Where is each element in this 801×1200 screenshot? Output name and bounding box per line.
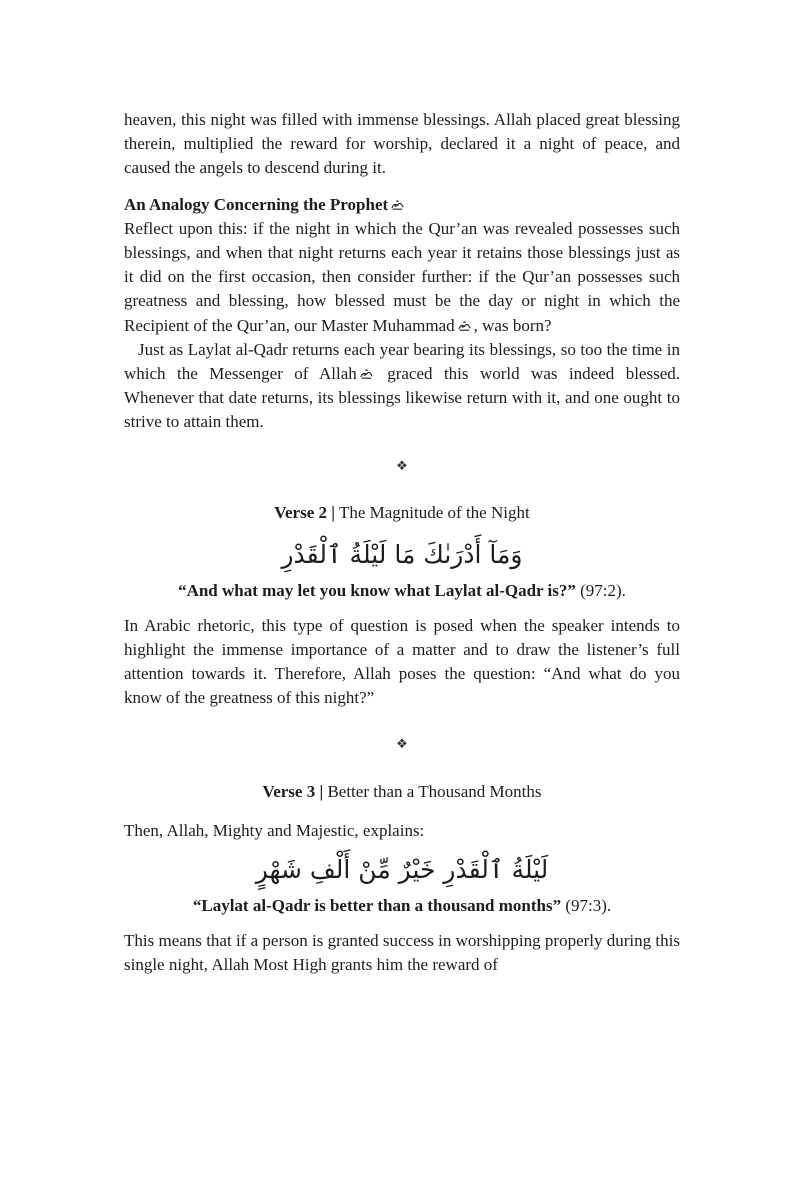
verse-2-heading	[124, 501, 680, 525]
paragraph-laylat-text-a: Just as Laylat al-Qadr returns each year bearing its blessings, so too the time in which the Messenger of Allah	[124, 339, 680, 384]
ornament-divider-icon: ❖	[396, 458, 408, 474]
paragraph-then-allah: Then, Allah, Mighty and Majestic, explains:	[124, 821, 425, 841]
paragraph-laylat-text-b: graced this world was indeed blessed. Whenever that date returns, its blessings likewise return with it, and one ought to strive to attain them.	[124, 364, 680, 432]
verse-3-title: Better than a Thousand Months	[327, 782, 542, 802]
paragraph-meaning: This means that if a person is granted success in worshipping properly during this single night, Allah Most High grants him the reward of	[124, 930, 680, 974]
verse-3-arabic: لَيْلَةُ ٱلْقَدْرِ خَيْرٌ مِّنْ أَلْفِ شَهْرٍ	[255, 854, 549, 884]
salawat-calligraphy-icon	[359, 366, 374, 381]
verse-2-label: Verse 2	[274, 502, 327, 522]
verse-2-arabic: وَمَآ أَدْرَىٰكَ مَا لَيْلَةُ ٱلْقَدْرِ	[281, 539, 523, 569]
ornament-divider-icon: ❖	[396, 737, 408, 753]
verse-2-separator: |	[331, 502, 335, 522]
section-subheading	[124, 193, 680, 217]
paragraph-reflect	[124, 217, 680, 338]
paragraph-reflect-text-b: , was born?	[473, 315, 552, 335]
verse-2-title: The Magnitude of the Night	[338, 502, 530, 522]
page-content	[124, 108, 680, 977]
paragraph-blessings: heaven, this night was filled with immense blessings. Allah placed great blessing therein, multiplied the reward for worship, declared it a night of peace, and caused the angels to descend during it.	[124, 110, 680, 178]
verse-3-quote	[124, 894, 680, 918]
verse-3-heading	[124, 780, 680, 804]
verse-3-reference: (97:3).	[565, 895, 612, 915]
salawat-calligraphy-icon	[390, 197, 405, 212]
paragraph-reflect-text-a: Reflect upon this: if the night in which the Qur’an was revealed possesses such blessings, and when that night returns each year it retains those blessings just as it did on the first occasion, then consider further: if the Qur’an possesses such greatness and blessing, how blessed must be the day or night in which the Recipient of the Qur’an, our Master Muhammad	[124, 218, 680, 335]
verse-3-separator: |	[319, 782, 324, 802]
paragraph-arabic-rhetoric: In Arabic rhetoric, this type of question is posed when the speaker intends to highlight the immense importance of a matter and to draw the listener’s full attention towards it. Therefore, Allah poses the question: “And what do you know of the greatness of this night?”	[124, 615, 680, 708]
subheading-text: An Analogy Concerning the Prophet	[124, 194, 389, 214]
verse-2-quote	[124, 579, 680, 603]
salawat-calligraphy-icon	[457, 318, 472, 333]
verse-3-translation: “Laylat al-Qadr is better than a thousand months”	[192, 895, 562, 915]
paragraph-laylat-returns	[124, 338, 680, 435]
verse-2-reference: (97:2).	[580, 580, 626, 600]
verse-3-label: Verse 3	[262, 782, 316, 802]
verse-2-translation: “And what may let you know what Laylat al-Qadr is?”	[178, 580, 576, 600]
